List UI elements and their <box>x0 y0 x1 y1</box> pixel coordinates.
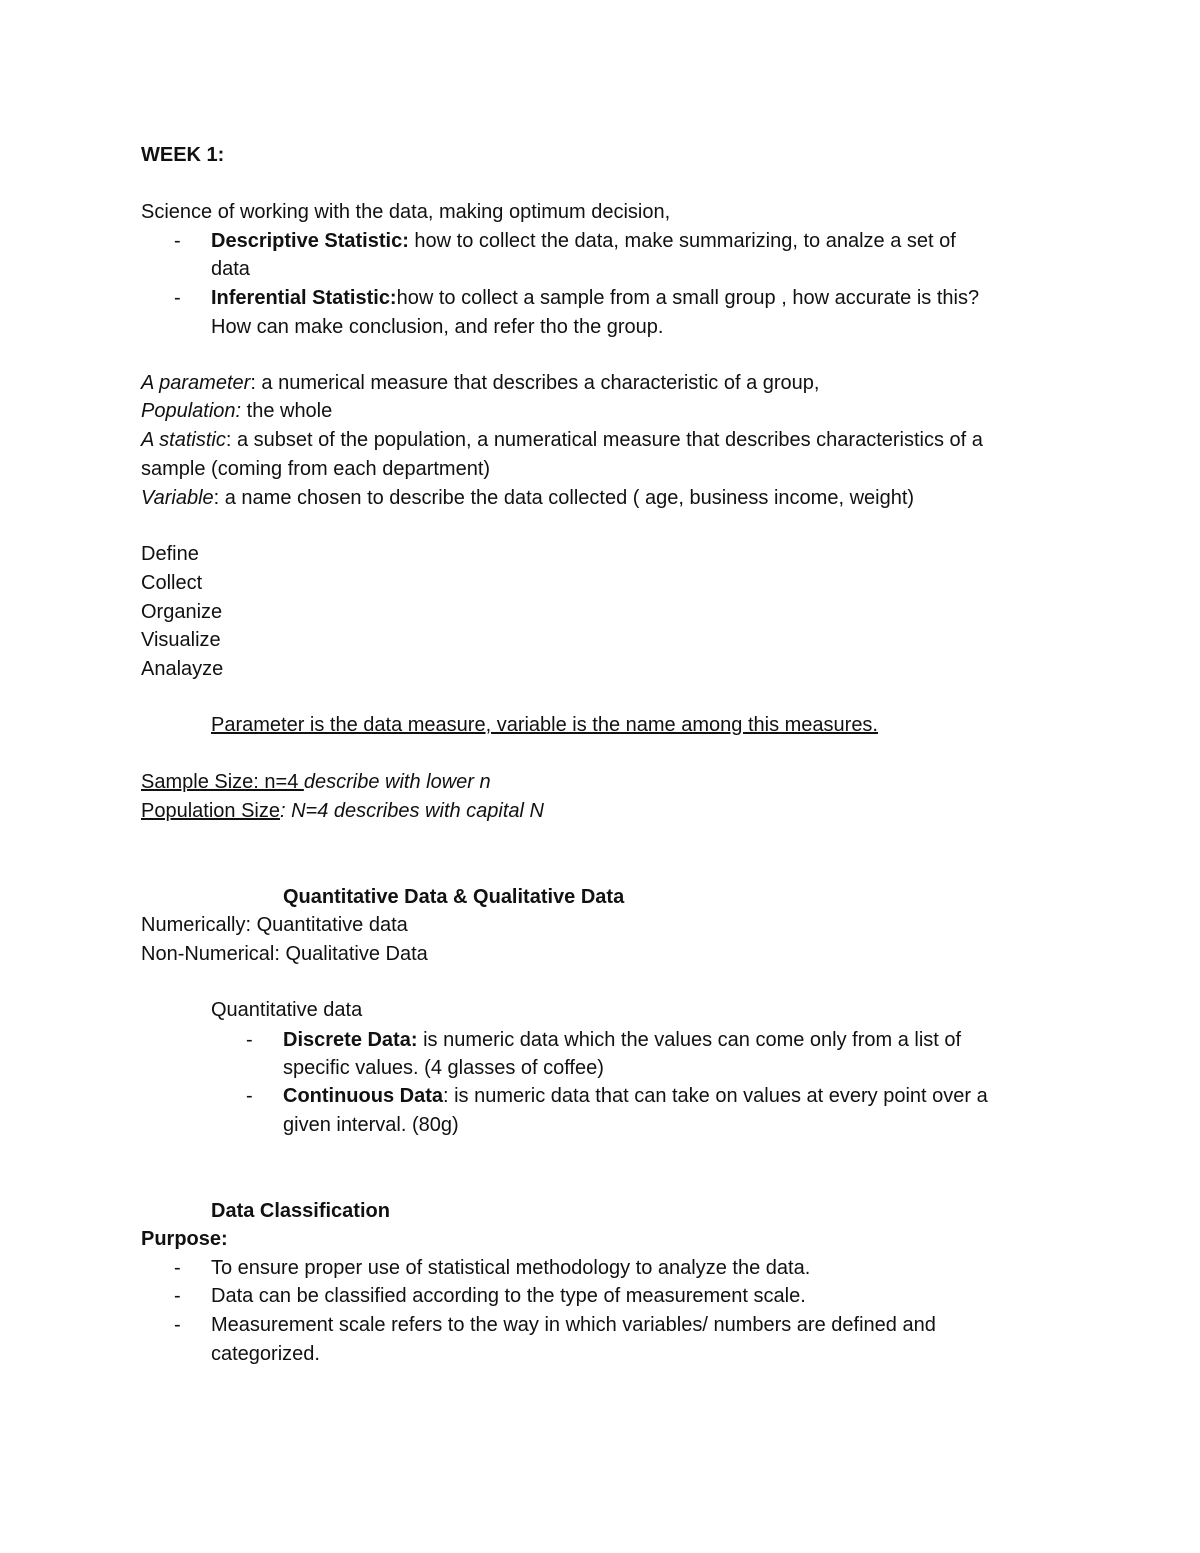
non-numerical-line: Non-Numerical: Qualitative Data <box>141 943 428 965</box>
definition-variable: Variable: a name chosen to describe the data collected ( age, business income, weight) <box>141 487 915 509</box>
discrete-data-cont: specific values. (4 glasses of coffee) <box>283 1057 604 1079</box>
descriptive-statistic-cont: data <box>211 258 250 280</box>
bullet-dash: - <box>246 1085 253 1107</box>
purpose-item: Measurement scale refers to the way in which variables/ numbers are defined and <box>211 1314 936 1336</box>
bullet-dash: - <box>246 1029 253 1051</box>
purpose-item: To ensure proper use of statistical methodology to analyze the data. <box>211 1257 811 1279</box>
discrete-data-line: Discrete Data: is numeric data which the values can come only from a list of <box>283 1029 962 1051</box>
continuous-data-line: Continuous Data: is numeric data that can take on values at every point over a <box>283 1085 988 1107</box>
bullet-dash: - <box>174 1285 181 1307</box>
purpose-item: Data can be classified according to the type of measurement scale. <box>211 1285 806 1307</box>
purpose-label: Purpose: <box>141 1228 228 1250</box>
quantitative-subheading: Quantitative data <box>211 999 363 1021</box>
section-title-classification: Data Classification <box>211 1200 390 1222</box>
week-heading: WEEK 1: <box>141 144 225 166</box>
descriptive-statistic-line: Descriptive Statistic: how to collect the data, make summarizing, to analze a set of <box>211 230 956 252</box>
definition-parameter: A parameter: a numerical measure that describes a characteristic of a group, <box>141 372 820 394</box>
step-item: Collect <box>141 572 203 594</box>
population-size-line: Population Size: N=4 describes with capital N <box>141 800 544 822</box>
intro-text: Science of working with the data, making optimum decision, <box>141 201 671 223</box>
definition-statistic-cont: sample (coming from each department) <box>141 458 491 480</box>
inferential-statistic-cont: How can make conclusion, and refer tho the group. <box>211 316 664 338</box>
sample-size-line: Sample Size: n=4 describe with lower n <box>141 771 491 793</box>
bullet-dash: - <box>174 287 181 309</box>
step-item: Visualize <box>141 629 221 651</box>
bullet-dash: - <box>174 230 181 252</box>
definition-population: Population: the whole <box>141 400 333 422</box>
inferential-statistic-line: Inferential Statistic:how to collect a sample from a small group , how accurate is this? <box>211 287 980 309</box>
step-item: Analayze <box>141 658 224 680</box>
definition-statistic: A statistic: a subset of the population, a numeratical measure that describes characteristics of a <box>141 429 983 451</box>
section-title-quant-qual: Quantitative Data & Qualitative Data <box>283 886 625 908</box>
bullet-dash: - <box>174 1257 181 1279</box>
step-item: Define <box>141 543 199 565</box>
continuous-data-cont: given interval. (80g) <box>283 1114 459 1136</box>
parameter-note: Parameter is the data measure, variable is the name among this measures. <box>211 714 878 736</box>
purpose-item-cont: categorized. <box>211 1343 320 1365</box>
step-item: Organize <box>141 601 223 623</box>
bullet-dash: - <box>174 1314 181 1336</box>
numerically-line: Numerically: Quantitative data <box>141 914 408 936</box>
